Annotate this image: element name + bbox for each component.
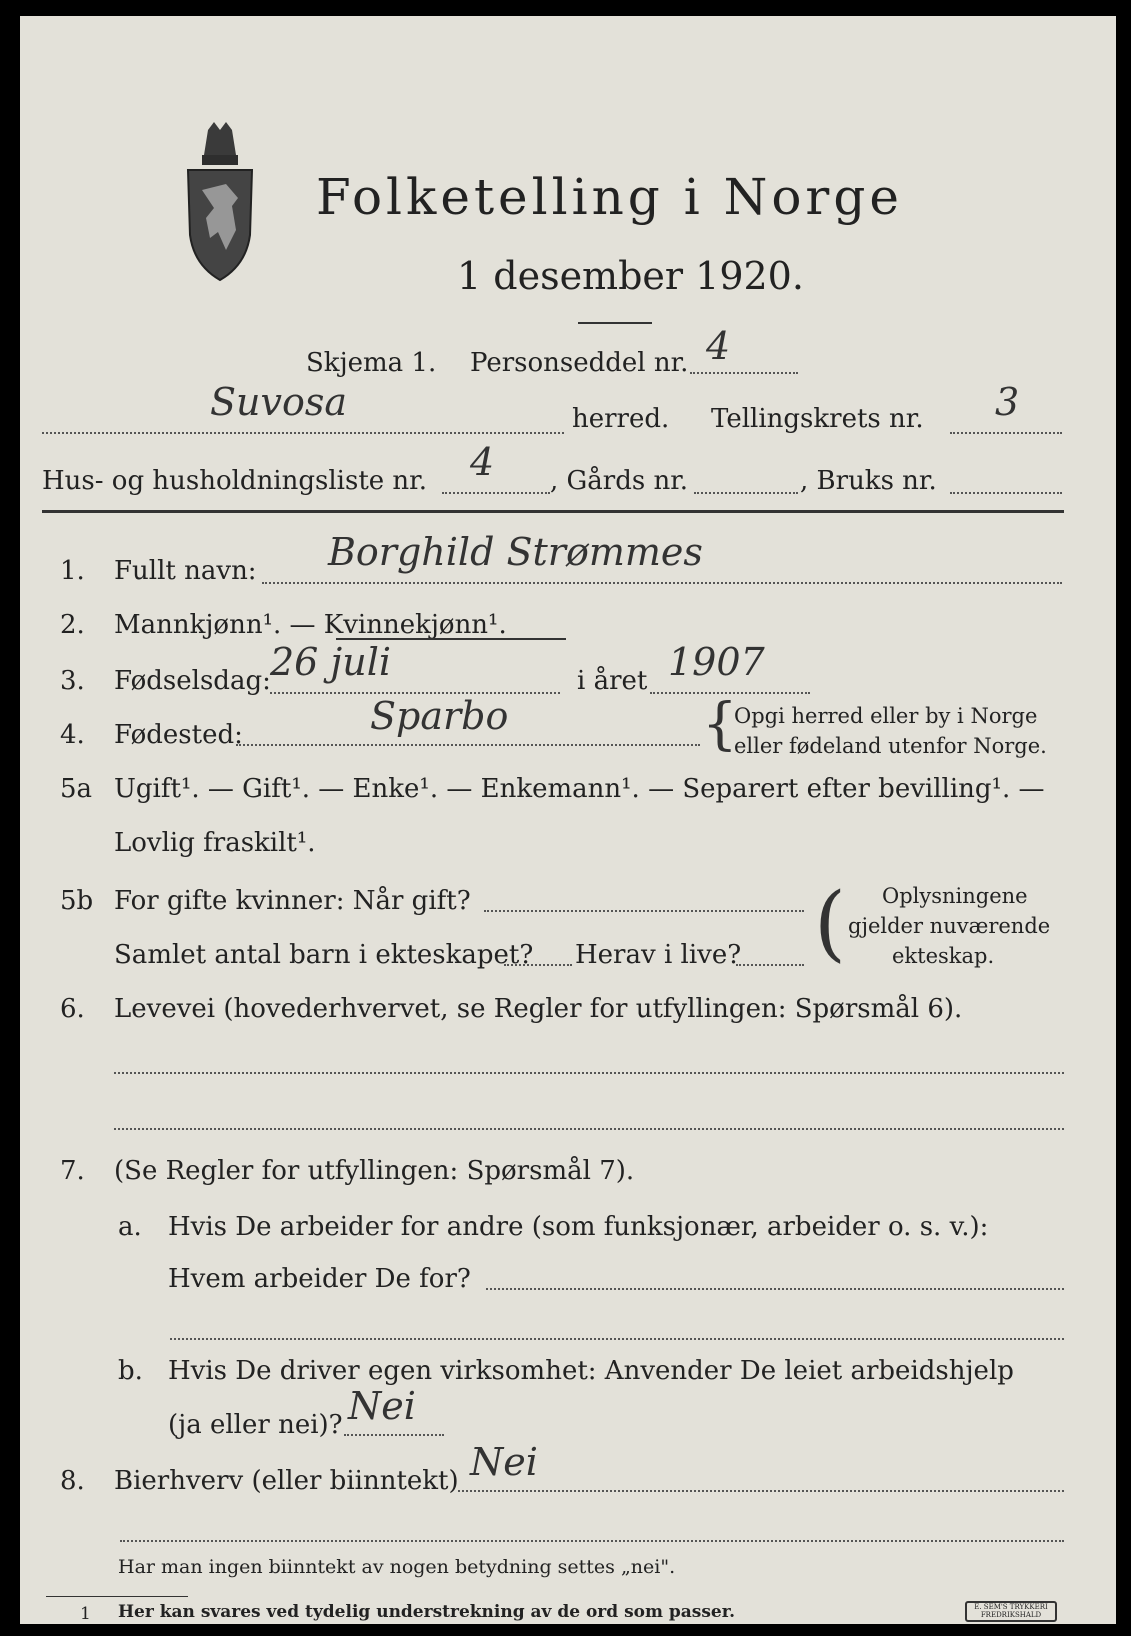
printer-stamp-line-1: E. SEM'S TRYKKERI <box>974 1603 1048 1611</box>
children-alive-label: Herav i live? <box>575 940 742 970</box>
footnote-number: 1 <box>80 1604 91 1624</box>
birthplace-note-2: eller fødeland utenfor Norge. <box>734 734 1047 758</box>
children-count-line <box>504 964 572 966</box>
header-divider <box>42 510 1064 513</box>
tellingskrets-label: Tellingskrets nr. <box>711 404 924 434</box>
tellingskrets-line <box>950 432 1062 434</box>
marriage-note-1: Oplysningene <box>882 884 1028 908</box>
gender-options: Mannkjønn¹. — Kvinnekjønn¹. <box>114 610 507 640</box>
hus-value[interactable]: 4 <box>470 440 495 484</box>
personseddel-label: Personseddel nr. <box>470 348 689 378</box>
birth-year-value[interactable]: 1907 <box>668 640 765 684</box>
q6-number: 6. <box>60 994 85 1024</box>
side-income-label: Bierhverv (eller biinntekt) <box>114 1466 459 1496</box>
hus-line <box>442 492 550 494</box>
gards-label: , Gårds nr. <box>550 466 689 496</box>
q4-number: 4. <box>60 720 85 750</box>
side-income-line <box>458 1490 1064 1492</box>
hired-help-value[interactable]: Nei <box>348 1384 416 1428</box>
tellingskrets-value[interactable]: 3 <box>995 380 1020 424</box>
coat-of-arms-icon <box>180 120 260 290</box>
footer-note: Har man ingen biinntekt av nogen betydning settes „nei". <box>118 1556 676 1578</box>
hired-help-label: (ja eller nei)? <box>168 1410 343 1440</box>
bruks-label: , Bruks nr. <box>800 466 937 496</box>
occupation-line-2 <box>114 1128 1064 1130</box>
occupation-label: Levevei (hovederhvervet, se Regler for utfyllingen: Spørsmål 6). <box>114 994 963 1024</box>
q7-number: 7. <box>60 1156 85 1186</box>
q8-number: 8. <box>60 1466 85 1496</box>
hired-help-question: Hvis De driver egen virksomhet: Anvender De leiet arbeidshjelp <box>168 1356 1014 1386</box>
form-date: 1 desember 1920. <box>457 254 804 298</box>
side-income-line-2 <box>120 1540 1064 1542</box>
herred-line <box>42 432 564 434</box>
form-title: Folketelling i Norge <box>316 168 903 226</box>
employer-label: Hvem arbeider De for? <box>168 1264 471 1294</box>
marriage-note-brace: ( <box>814 876 846 971</box>
birthday-value[interactable]: 26 juli <box>270 640 391 684</box>
q1-number: 1. <box>60 556 85 586</box>
marital-status-options: Ugift¹. — Gift¹. — Enke¹. — Enkemann¹. — Separert efter bevilling¹. — <box>114 774 1045 804</box>
employer-line <box>486 1288 1064 1290</box>
herred-label: herred. <box>572 404 670 434</box>
marital-status-options-2: Lovlig fraskilt¹. <box>114 828 316 858</box>
footnote-text: Her kan svares ved tydelig understrekning av de ord som passer. <box>118 1602 736 1622</box>
birthplace-brace: { <box>702 692 738 757</box>
footnote-divider <box>46 1596 188 1597</box>
q2-number: 2. <box>60 610 85 640</box>
bruks-line <box>950 492 1062 494</box>
q7b-number: b. <box>118 1356 143 1386</box>
q5a-number: 5a <box>60 774 93 804</box>
side-income-value[interactable]: Nei <box>470 1440 538 1484</box>
gards-line <box>694 492 798 494</box>
hus-label: Hus- og husholdningsliste nr. <box>42 466 428 496</box>
title-divider <box>578 322 652 324</box>
birthplace-note-1: Opgi herred eller by i Norge <box>734 704 1038 728</box>
birthplace-value[interactable]: Sparbo <box>370 694 509 738</box>
full-name-value[interactable]: Borghild Strømmes <box>328 530 703 574</box>
printer-stamp <box>965 1601 1057 1622</box>
marriage-note-2: gjelder nuværende <box>848 914 1051 938</box>
q1-label: Fullt navn: <box>114 556 257 586</box>
hired-help-line <box>344 1434 444 1436</box>
children-alive-line <box>736 964 804 966</box>
marriage-note-3: ekteskap. <box>892 944 995 968</box>
personseddel-value[interactable]: 4 <box>706 324 731 368</box>
q3-number: 3. <box>60 666 85 696</box>
birthday-label: Fødselsdag: <box>114 666 271 696</box>
birthplace-line <box>236 744 700 746</box>
married-women-label: For gifte kvinner: Når gift? <box>114 886 471 916</box>
employer-line-2 <box>170 1338 1064 1340</box>
q7a-number: a. <box>118 1212 142 1242</box>
birthplace-label: Fødested: <box>114 720 243 750</box>
q5b-number: 5b <box>60 886 94 916</box>
printer-stamp-line-2: FREDRIKSHALD <box>980 1611 1042 1619</box>
herred-value[interactable]: Suvosa <box>210 380 348 424</box>
full-name-line <box>262 582 1062 584</box>
children-count-label: Samlet antal barn i ekteskapet? <box>114 940 534 970</box>
personseddel-line <box>690 372 798 374</box>
married-when-line <box>484 910 804 912</box>
q7-label: (Se Regler for utfyllingen: Spørsmål 7). <box>114 1156 635 1186</box>
birth-year-label: i året <box>577 666 648 696</box>
employer-question: Hvis De arbeider for andre (som funksjonær, arbeider o. s. v.): <box>168 1212 989 1242</box>
occupation-line-1 <box>114 1072 1064 1074</box>
schema-label: Skjema 1. <box>306 348 437 378</box>
